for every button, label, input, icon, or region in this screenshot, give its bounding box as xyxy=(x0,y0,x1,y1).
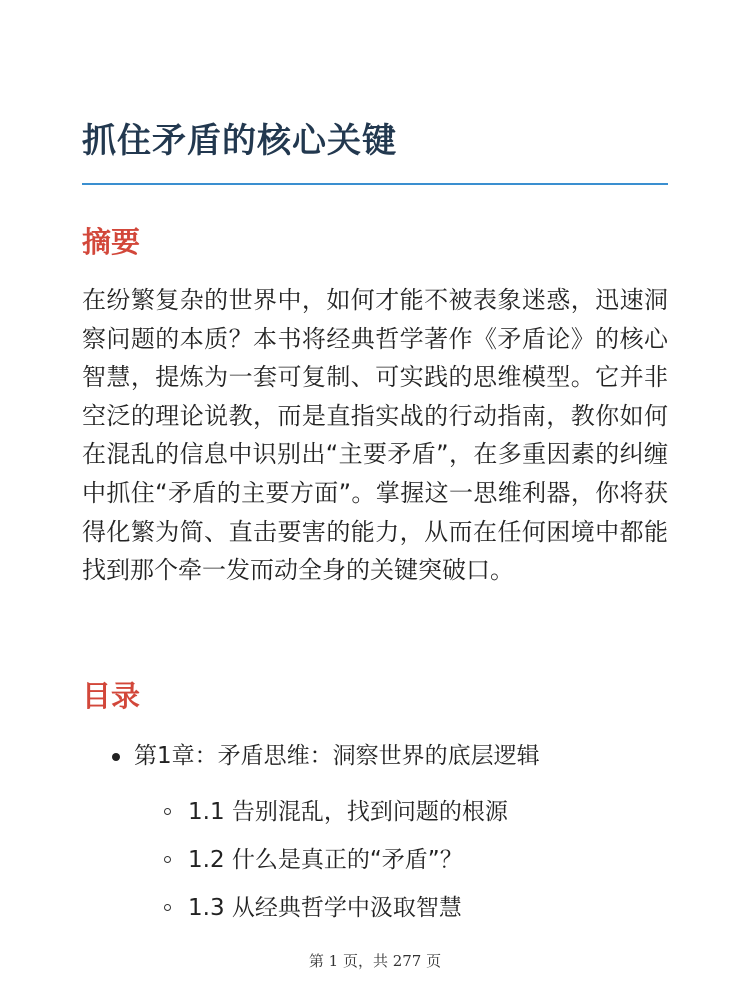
filled-bullet-icon xyxy=(112,753,120,761)
toc-section-1-3[interactable] xyxy=(82,888,668,928)
toc-section-1-1[interactable] xyxy=(82,792,668,832)
toc-heading: 目录 xyxy=(82,679,141,713)
hollow-bullet-icon xyxy=(164,856,171,863)
toc-section-label[interactable]: 1.2 什么是真正的“矛盾”？ xyxy=(188,847,463,873)
page-number: 第 1 页，共 277 页 xyxy=(308,952,442,970)
hollow-bullet-icon xyxy=(164,904,171,911)
title-divider xyxy=(82,183,668,185)
toc-chapter-1[interactable] xyxy=(82,736,668,921)
toc-section-1-2[interactable] xyxy=(82,840,668,880)
toc-chapter-label[interactable]: 第1章：矛盾思维：洞察世界的底层逻辑 xyxy=(134,743,540,769)
hollow-bullet-icon xyxy=(164,808,171,815)
abstract-heading: 摘要 xyxy=(82,225,141,259)
toc-section-label[interactable]: 1.3 从经典哲学中汲取智慧 xyxy=(188,895,462,921)
document-title: 抓住矛盾的核心关键 xyxy=(82,121,397,161)
toc-section-label[interactable]: 1.1 告别混乱，找到问题的根源 xyxy=(188,799,508,825)
toc-section-list xyxy=(82,792,668,936)
document-page xyxy=(82,0,668,1000)
table-of-contents xyxy=(82,736,668,921)
abstract-body: 在纷繁复杂的世界中，如何才能不被表象迷惑，迅速洞察问题的本质？本书将经典哲学著作《矛盾论》的核心智慧，提炼为一套可复制、可实践的思维模型。它并非空泛的理论说教，而是直指实战的行动指南，教你如何在混乱的信息中识别出“主要矛盾”，在多重因素的纠缠中抓住“矛盾的主要方面”。掌握这一思维利器，你将获得化繁为简、直击要害的能力，从而在任何困境中都能找到那个牵一发而动全身的关键突破口。 xyxy=(82,286,668,585)
